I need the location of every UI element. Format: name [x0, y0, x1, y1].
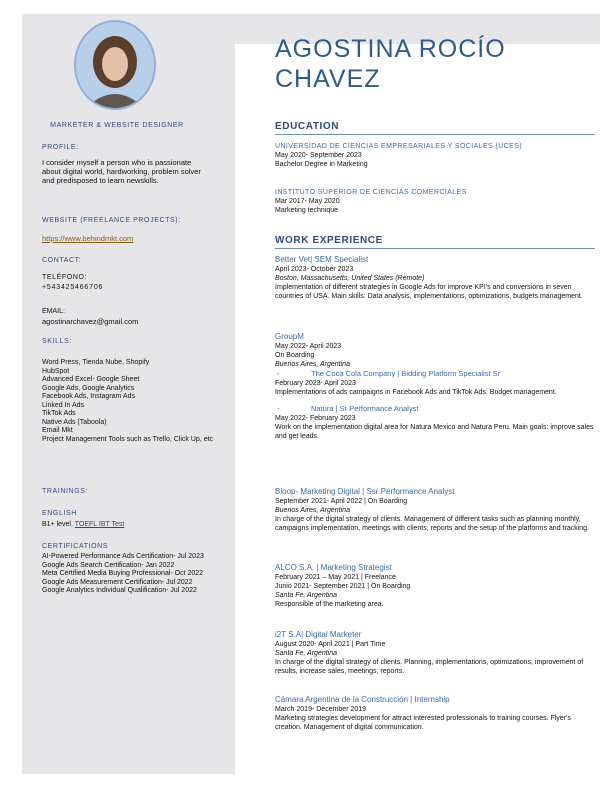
job-groupm — [275, 332, 597, 441]
sub-role-dates: February 2023- April 2023 — [275, 380, 356, 387]
skill-item: Linked In Ads — [42, 401, 85, 409]
bullet: - — [277, 369, 280, 378]
work-heading: WORK EXPERIENCE — [275, 235, 383, 246]
job-bloop — [275, 487, 597, 533]
job-role: MARKETER & WEBSITE DESIGNER — [50, 122, 184, 129]
name-line-1: AGOSTINA ROCÍO — [275, 35, 506, 63]
profile-text: I consider myself a person who is passionate about digital world, hardworking, problem solver and predisposed to learn newskills. — [42, 158, 201, 185]
education-dates: Mar 2017- May 2020 — [275, 198, 340, 205]
job-dates: May 2022- April 2023 — [275, 343, 342, 350]
skills-list — [42, 359, 228, 444]
school-name: INSTITUTO SUPERIOR DE CIENCIAS COMERCIALES — [275, 189, 467, 196]
sub-role-title: - The Coca Cola Company | Bidding Platform Specialist Sr — [277, 369, 501, 378]
work-divider — [275, 248, 595, 249]
certification-item: Google Analytics Individual Qualification- Jul 2022 — [42, 587, 197, 594]
skill-item: Facebook Ads, Instagram Ads — [42, 393, 135, 400]
job-mode: On Boarding — [275, 352, 315, 359]
job-dates: April 2023- October 2023 — [275, 266, 354, 273]
job-location: Santa Fe, Argentina — [275, 650, 338, 657]
certifications-heading: CERTIFICATIONS — [42, 543, 109, 550]
certifications-list — [42, 553, 232, 596]
skill-item: TikTok Ads — [42, 410, 76, 417]
profile-photo — [74, 20, 156, 110]
certification-item: Google Ads Measurement Certification- Jul 2022 — [42, 578, 193, 586]
sub-role-dates: May 2022- February 2023 — [275, 415, 356, 422]
job-dates: Junio 2021- September 2021 | On Boarding — [275, 583, 411, 590]
job-alco — [275, 563, 597, 609]
job-location: Buenos Aires, Argentina — [275, 361, 350, 368]
job-better-vet — [275, 255, 597, 301]
job-dates: March 2019- December 2019 — [275, 706, 367, 713]
job-location: Boston, Massachusetts, United States (Remote) — [275, 275, 425, 282]
candidate-name — [275, 34, 506, 94]
phone-label: TELÉFONO: — [42, 274, 88, 281]
bullet: - — [277, 404, 280, 413]
certification-item: Meta Certified Media Buying Professional- Oct 2022 — [42, 570, 204, 577]
education-item — [275, 142, 597, 169]
skills-heading: SKILLS: — [42, 338, 72, 345]
job-description: In charge of the digital strategy of clients. Planning, implementations, optimizations, improvement of results, increase sales, meetings, reports. — [275, 659, 584, 675]
skill-item: Word Press, Tienda Nube, Shopify — [42, 359, 150, 366]
job-description: Marketing strategies development for attract interested professionals to training courses. Flyer's creation. Management of digital communication. — [275, 715, 571, 731]
job-title: ALCO S.A. | Marketing Strategist — [275, 563, 392, 572]
education-divider — [275, 134, 595, 135]
job-description: In charge of the digital strategy of clients. Management of different tasks such as planning monthly, campaigns implementation, meetings with clients, reports and the setup of the platforms and tracking. — [275, 516, 589, 532]
education-item — [275, 188, 597, 215]
job-title: i2T S.A| Digital Marketer — [275, 630, 362, 639]
contact-heading: CONTACT: — [42, 257, 82, 264]
profile-heading: PROFILE: — [42, 144, 79, 151]
certification-item: AI-Powered Performance Ads Certification- Jul 2023 — [42, 553, 204, 560]
phone-number: +543425466706 — [42, 284, 104, 291]
job-dates: August 2020- April 2021 | Part Time — [275, 641, 386, 648]
job-title: Cámara Argentina de la Construcción | Internship — [275, 695, 450, 704]
degree-name: Bachelor Degree in Marketing — [275, 161, 368, 168]
education-heading: EDUCATION — [275, 121, 340, 132]
trainings-heading: TRAININGS: — [42, 488, 89, 495]
job-location: Santa Fe, Argentina — [275, 592, 338, 599]
skill-item: Advanced Excel- Google Sheet — [42, 376, 140, 383]
school-name: UNIVERSIDAD DE CIENCIAS EMPRESARIALES Y SOCIALES (UCES) — [275, 143, 522, 150]
skill-item: Google Ads, Google Analytics — [42, 384, 135, 392]
certification-item: Google Ads Search Certification- Jan 2022 — [42, 561, 175, 569]
email-address[interactable]: agostinarchavez@gmail.com — [42, 317, 139, 326]
english-test-link[interactable]: TOEFL IBT Test — [74, 521, 125, 528]
website-link-row — [42, 234, 232, 243]
job-title: Bloop- Marketing Digital | Ssr Performance Analyst — [275, 487, 455, 496]
skill-item: Project Management Tools such as Trello, Click Up, etc — [42, 435, 214, 443]
skill-item: Native Ads (Taboola) — [42, 418, 107, 426]
job-i2t — [275, 630, 597, 676]
name-line-2: CHAVEZ — [275, 65, 381, 93]
website-heading: WEBSITE (FREELANCE PROJECTS): — [42, 217, 181, 224]
job-dates: February 2021 – May 2021 | Freelance — [275, 574, 396, 581]
sub-role-description: Work on the implementation digital area for Natura Mexico and Natura Peru. Main goals: improve sales and get leads. — [275, 424, 594, 440]
job-title: GroupM — [275, 332, 304, 341]
job-description: Responsible of the marketing area. — [275, 601, 384, 608]
email-label: EMAIL: — [42, 308, 65, 315]
job-camara — [275, 695, 597, 732]
job-title: Better Vet| SEM Specialist — [275, 255, 369, 264]
job-location: Buenos Aires, Argentina — [275, 507, 350, 514]
skill-item: HubSpot — [42, 367, 70, 375]
sub-role-title: - Natura | Sr Performance Analyst — [277, 404, 419, 413]
sub-role-description: Implementations of ads campaigns in Facebook Ads and TikTok Ads. Budget management. — [275, 389, 557, 396]
job-description: Implementation of different strategies in Google Ads for improve KPI's and conversions in seven countries of USA. Main skills: Data analysis, implementations, optimizations, budgets management. — [275, 284, 583, 300]
job-dates: September 2021- April 2022 | On Boarding — [275, 498, 408, 505]
website-link[interactable]: https://www.behindmkt.com — [42, 234, 134, 243]
education-dates: May 2020- September 2023 — [275, 152, 362, 159]
skill-item: Email Mkt — [42, 427, 73, 434]
degree-name: Marketing technique — [275, 207, 339, 214]
english-level: B1+ level. — [42, 521, 73, 528]
english-level-row — [42, 521, 232, 530]
english-heading: ENGLISH — [42, 510, 77, 517]
